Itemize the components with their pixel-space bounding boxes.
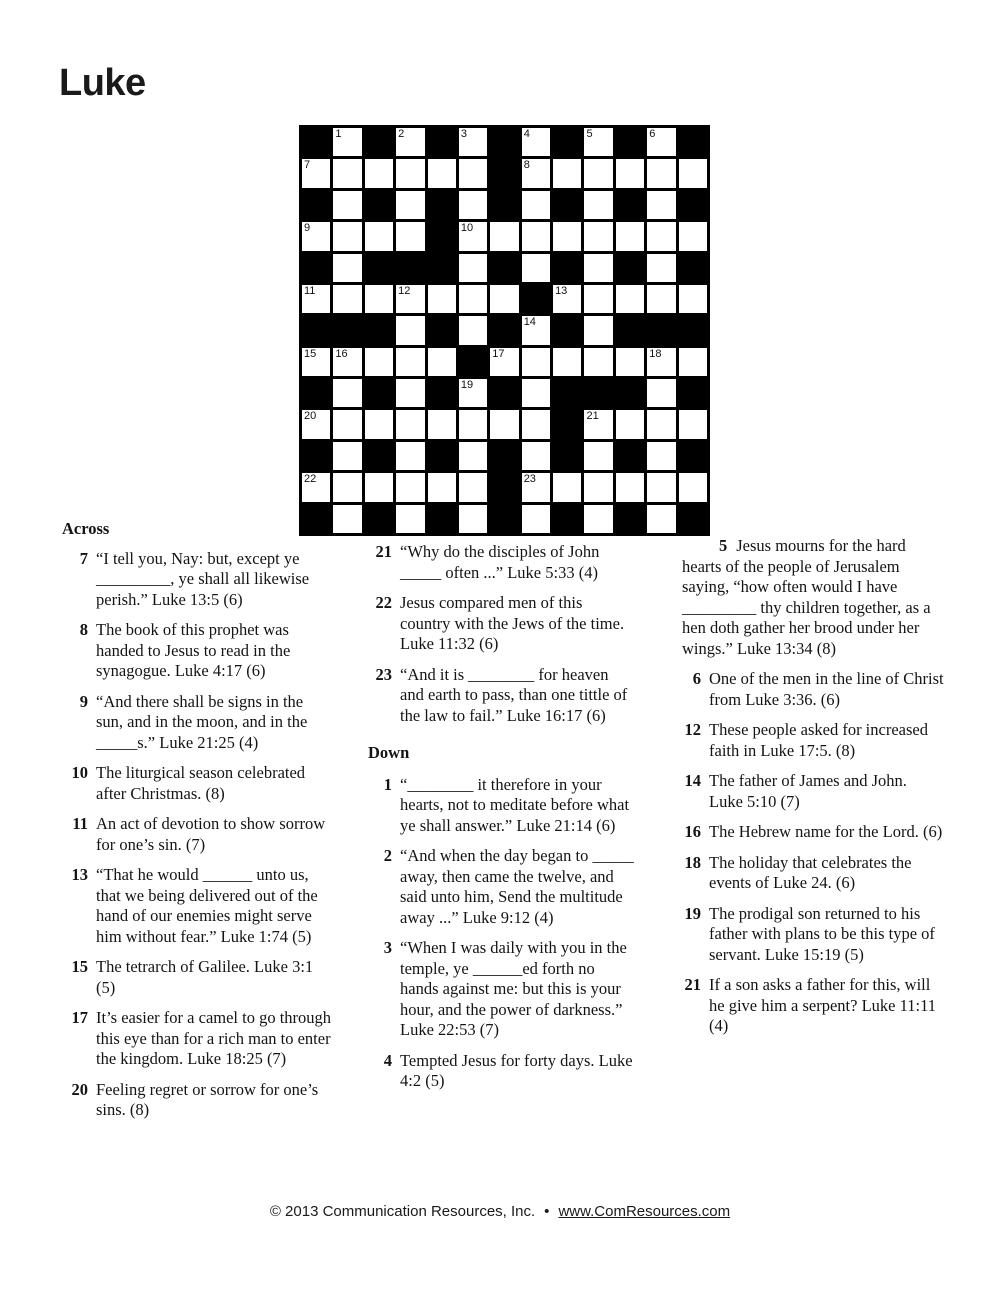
clue-item [62,549,334,611]
clue-number: 20 [71,1079,88,1099]
grid-cell-white[interactable] [365,410,393,438]
grid-cell-white[interactable] [459,128,487,156]
footer [0,1202,1000,1221]
grid-cell-black [302,442,330,470]
grid-cell-white[interactable] [679,159,707,187]
grid-cell-white[interactable] [522,410,550,438]
clue-text: “I tell you, Nay: but, except ye _________, ye shall all likewise perish.” Luke 13:5 (6) [96,548,310,609]
clue-text: “When I was daily with you in the temple, ye ______ed forth no hands against me: but this is your hour, and the power of darkness.” Luke 22:53 (7) [400,938,627,1039]
grid-cell-white[interactable] [428,410,456,438]
grid-cell-white[interactable] [396,473,424,501]
grid-cell-black [584,379,612,407]
grid-cell-black [553,128,581,156]
clue-text: The prodigal son returned to his father with plans to be this type of servant. Luke 15:19 (5) [709,903,935,964]
clue-number: 2 [383,846,392,865]
across-clues-part2 [368,542,636,726]
grid-cell-number: 17 [492,347,505,360]
grid-cell-black [553,505,581,533]
grid-cell-white[interactable] [333,442,361,470]
grid-cell-white[interactable] [584,505,612,533]
clue-number: 11 [72,814,88,833]
clue-item [682,853,944,894]
grid-cell-black [679,128,707,156]
grid-cell-number: 9 [304,222,311,235]
grid-cell-white[interactable] [616,348,644,376]
clue-item [682,771,944,812]
clue-number: 19 [684,903,701,923]
clue-number: 21 [684,975,701,994]
clue-number: 5 [719,536,728,555]
clue-item [682,669,944,710]
grid-cell-black [490,505,518,533]
clue-number: 21 [375,542,392,561]
grid-cell-white[interactable] [522,442,550,470]
grid-cell-black [616,316,644,344]
clue-item [682,904,944,966]
grid-cell-black [365,128,393,156]
grid-cell-white[interactable] [584,348,612,376]
clue-item [62,1008,334,1070]
grid-cell-white[interactable] [459,222,487,250]
grid-cell-white[interactable] [396,505,424,533]
grid-cell-black [616,442,644,470]
grid-cell-black [428,442,456,470]
grid-cell-black [679,505,707,533]
grid-cell-white[interactable] [365,473,393,501]
grid-cell-white[interactable] [584,410,612,438]
grid-cell-black [428,128,456,156]
grid-cell-white[interactable] [333,379,361,407]
clue-item [62,957,334,998]
grid-cell-white[interactable] [522,254,550,282]
grid-cell-white[interactable] [584,222,612,250]
clue-text: The holiday that celebrates the events of Luke 24. (6) [709,852,912,892]
clue-number: 4 [383,1050,392,1070]
grid-cell-white[interactable] [522,128,550,156]
clue-item [368,593,636,655]
grid-cell-black [302,316,330,344]
grid-cell-white[interactable] [459,442,487,470]
grid-cell-white[interactable] [679,285,707,313]
grid-cell-black [553,191,581,219]
grid-cell-black [428,222,456,250]
grid-cell-white[interactable] [365,348,393,376]
clue-item [368,542,636,583]
grid-cell-black [302,254,330,282]
grid-cell-black [522,285,550,313]
grid-cell-white[interactable] [553,222,581,250]
grid-cell-white[interactable] [647,505,675,533]
clue-column-left [62,519,334,1131]
clue-text: Jesus mourns for the hard hearts of the people of Jerusalem saying, “how often would I have _________ thy children together, as a hen doth gather her brood under her wings.” Luke 13:34 (8) [682,536,931,658]
grid-cell-black [365,254,393,282]
grid-cell-white[interactable] [365,159,393,187]
grid-cell-black [302,379,330,407]
grid-cell-black [365,316,393,344]
grid-cell-white[interactable] [522,191,550,219]
footer-copyright: © 2013 Communication Resources, Inc. [269,1203,536,1220]
clue-item [682,822,944,843]
grid-cell-white[interactable] [490,222,518,250]
clue-text: “And when the day began to _____ away, then came the twelve, and said unto him, Send the multitude away ...” Luke 9:12 (4) [400,846,634,927]
grid-cell-white[interactable] [584,254,612,282]
grid-cell-black [459,348,487,376]
grid-cell-white[interactable] [302,410,330,438]
grid-cell-black [679,379,707,407]
grid-cell-number: 11 [304,284,316,297]
clue-number: 10 [71,763,88,782]
grid-cell-black [679,442,707,470]
grid-cell-black [428,254,456,282]
grid-cell-black [333,316,361,344]
clue-text: Feeling regret or sorrow for one’s sins. (8) [96,1079,319,1119]
grid-cell-number: 3 [460,128,468,140]
clue-number: 22 [375,593,392,612]
grid-cell-white[interactable] [616,159,644,187]
grid-cell-white[interactable] [302,159,330,187]
clue-number: 3 [383,938,392,957]
clue-text: “And there shall be signs in the sun, and in the moon, and in the _____s.” Luke 21:25 (4) [96,691,308,752]
grid-cell-white[interactable] [584,316,612,344]
clue-item [682,720,944,761]
grid-cell-black [553,316,581,344]
grid-cell-white[interactable] [302,222,330,250]
grid-cell-white[interactable] [553,348,581,376]
across-heading: Across [62,519,110,538]
grid-cell-white[interactable] [647,128,675,156]
grid-cell-black [679,191,707,219]
clue-item [62,1080,334,1121]
grid-cell-white[interactable] [459,316,487,344]
grid-cell-white[interactable] [396,191,424,219]
grid-cell-white[interactable] [616,473,644,501]
grid-cell-white[interactable] [522,379,550,407]
grid-cell-white[interactable] [647,379,675,407]
grid-cell-white[interactable] [647,473,675,501]
grid-cell-white[interactable] [333,348,361,376]
grid-cell-black [553,410,581,438]
clue-text: The Hebrew name for the Lord. (6) [709,822,943,841]
grid-cell-number: 12 [398,284,411,297]
grid-cell-number: 8 [523,159,530,172]
grid-cell-white[interactable] [459,159,487,187]
down-heading: Down [368,743,410,762]
grid-cell-white[interactable] [459,410,487,438]
grid-cell-white[interactable] [459,473,487,501]
grid-cell-white[interactable] [428,473,456,501]
grid-cell-white[interactable] [679,473,707,501]
grid-cell-black [428,191,456,219]
grid-cell-black [428,316,456,344]
clue-item [62,865,334,947]
grid-cell-white[interactable] [522,505,550,533]
grid-cell-black [302,128,330,156]
grid-cell-white[interactable] [396,379,424,407]
grid-cell-white[interactable] [553,473,581,501]
clue-number: 16 [684,822,701,841]
footer-url-link[interactable]: www.ComResources.com [558,1203,731,1220]
grid-cell-white[interactable] [396,348,424,376]
grid-cell-white[interactable] [616,222,644,250]
grid-cell-white[interactable] [679,222,707,250]
grid-cell-white[interactable] [396,285,424,313]
clue-number: 6 [692,669,701,688]
grid-cell-white[interactable] [333,222,361,250]
grid-cell-black [679,254,707,282]
clue-number: 14 [684,771,701,790]
grid-cell-black [365,505,393,533]
grid-cell-black [396,254,424,282]
grid-cell-white[interactable] [647,442,675,470]
grid-cell-white[interactable] [522,316,550,344]
clue-number: 12 [684,720,701,739]
grid-cell-white[interactable] [584,473,612,501]
clue-text: “And it is ________ for heaven and earth to pass, than one tittle of the law to fail.” Luke 16:17 (6) [400,664,628,725]
grid-cell-black [365,379,393,407]
grid-cell-white[interactable] [553,159,581,187]
grid-cell-white[interactable] [365,222,393,250]
clue-item [682,975,944,1037]
grid-cell-white[interactable] [428,348,456,376]
clue-item [682,536,944,659]
clue-number: 1 [383,774,392,794]
clue-column-right [682,536,944,1047]
clue-text: The father of James and John. Luke 5:10 (7) [709,771,907,811]
grid-cell-black [647,316,675,344]
clue-item [62,814,334,855]
grid-cell-white[interactable] [333,505,361,533]
grid-cell-black [490,128,518,156]
grid-cell-white[interactable] [333,159,361,187]
grid-cell-white[interactable] [647,348,675,376]
grid-cell-white[interactable] [616,285,644,313]
grid-cell-white[interactable] [396,442,424,470]
grid-cell-white[interactable] [302,348,330,376]
grid-cell-white[interactable] [647,191,675,219]
clue-item [368,846,636,928]
grid-cell-number: 2 [398,128,405,140]
grid-cell-black [553,442,581,470]
grid-cell-white[interactable] [584,191,612,219]
grid-cell-number: 20 [304,410,317,423]
grid-cell-black [616,254,644,282]
grid-cell-black [616,191,644,219]
grid-cell-number: 13 [555,284,568,297]
clue-number: 8 [79,620,88,639]
grid-cell-white[interactable] [302,285,330,313]
clue-text: “That he would ______ unto us, that we being delivered out of the hand of our enemies might serve him without fear.” Luke 1:74 (5) [96,865,318,946]
clue-item [62,620,334,682]
grid-cell-black [490,254,518,282]
grid-cell-number: 18 [649,347,662,360]
grid-cell-number: 23 [523,473,536,486]
clue-item [368,775,636,837]
grid-cell-black [616,128,644,156]
grid-cell-white[interactable] [459,254,487,282]
clue-text: It’s easier for a camel to go through this eye than for a rich man to enter the kingdom. Luke 18:25 (7) [96,1008,332,1068]
grid-cell-white[interactable] [647,410,675,438]
grid-cell-black [490,191,518,219]
grid-cell-white[interactable] [616,410,644,438]
grid-cell-number: 14 [523,316,536,329]
grid-cell-white[interactable] [333,410,361,438]
grid-cell-number: 7 [304,159,311,172]
clue-number: 7 [79,548,88,568]
grid-cell-white[interactable] [522,222,550,250]
grid-cell-white[interactable] [333,473,361,501]
grid-cell-number: 1 [335,128,342,140]
grid-cell-white[interactable] [490,348,518,376]
grid-cell-black [553,254,581,282]
grid-cell-number: 5 [586,128,593,140]
clue-text: Jesus compared men of this country with the Jews of the time. Luke 11:32 (6) [400,593,625,653]
grid-cell-white[interactable] [584,159,612,187]
grid-cell-black [490,473,518,501]
clue-number: 13 [71,865,88,884]
crossword-grid [299,125,710,536]
grid-cell-white[interactable] [584,442,612,470]
grid-cell-white[interactable] [333,254,361,282]
grid-cell-white[interactable] [459,191,487,219]
grid-cell-white[interactable] [302,473,330,501]
grid-cell-white[interactable] [396,222,424,250]
grid-cell-white[interactable] [553,285,581,313]
grid-cell-white[interactable] [396,128,424,156]
grid-cell-white[interactable] [396,410,424,438]
grid-cell-number: 21 [586,410,599,423]
clue-number: 17 [71,1008,88,1027]
clue-text: An act of devotion to show sorrow for one’s sin. (7) [96,814,326,854]
grid-cell-white[interactable] [522,348,550,376]
grid-cell-white[interactable] [428,159,456,187]
clue-column-middle [368,542,636,1102]
down-clues-part2 [682,536,944,1037]
grid-cell-black [365,442,393,470]
grid-cell-black [428,505,456,533]
clue-text: The liturgical season celebrated after Christmas. (8) [96,763,306,803]
grid-cell-white[interactable] [490,410,518,438]
grid-cell-white[interactable] [522,159,550,187]
grid-cell-number: 15 [304,347,317,360]
grid-cell-white[interactable] [333,128,361,156]
grid-cell-number: 6 [649,128,656,140]
grid-cell-black [616,505,644,533]
grid-cell-black [428,379,456,407]
clue-item [368,938,636,1041]
page-title: Luke [59,62,146,104]
grid-cell-black [679,316,707,344]
grid-cell-white[interactable] [584,285,612,313]
clue-text: One of the men in the line of Christ from Luke 3:36. (6) [709,669,944,709]
grid-cell-number: 10 [460,222,474,235]
grid-cell-white[interactable] [396,159,424,187]
grid-cell-white[interactable] [647,254,675,282]
grid-cell-white[interactable] [679,348,707,376]
clue-text: The book of this prophet was handed to Jesus to read in the synagogue. Luke 4:17 (6) [96,620,291,680]
grid-cell-black [553,379,581,407]
grid-cell-white[interactable] [679,410,707,438]
grid-cell-white[interactable] [333,191,361,219]
clue-number: 15 [71,957,88,976]
grid-cell-black [490,316,518,344]
grid-cell-number: 22 [304,473,317,486]
grid-cell-white[interactable] [522,473,550,501]
grid-cell-white[interactable] [647,159,675,187]
grid-cell-black [616,379,644,407]
grid-cell-white[interactable] [428,285,456,313]
down-clues-part1 [368,775,636,1092]
grid-cell-number: 16 [335,347,348,360]
clue-item [368,1051,636,1092]
across-clues-part1 [62,549,334,1121]
grid-cell-white[interactable] [365,285,393,313]
grid-cell-white[interactable] [396,316,424,344]
grid-cell-white[interactable] [459,285,487,313]
grid-cell-white[interactable] [647,222,675,250]
clue-number: 23 [375,664,392,684]
grid-cell-white[interactable] [647,285,675,313]
grid-cell-white[interactable] [459,505,487,533]
clue-text: If a son asks a father for this, will he give him a serpent? Luke 11:11 (4) [709,975,936,1035]
grid-cell-black [490,379,518,407]
footer-bullet: • [544,1203,550,1220]
grid-cell-black [365,191,393,219]
grid-cell-number: 4 [523,128,530,140]
grid-cell-white[interactable] [333,285,361,313]
grid-cell-number: 19 [460,379,474,392]
grid-cell-white[interactable] [584,128,612,156]
clue-text: “________ it therefore in your hearts, not to meditate before what ye shall answer.” Luke 21:14 (6) [400,774,630,835]
clue-item [62,692,334,754]
grid-cell-black [490,442,518,470]
grid-cell-white[interactable] [490,285,518,313]
clue-text: The tetrarch of Galilee. Luke 3:1 (5) [96,957,314,997]
grid-cell-white[interactable] [459,379,487,407]
clue-number: 9 [79,691,88,711]
clue-text: These people asked for increased faith in Luke 17:5. (8) [709,720,928,760]
clue-item [368,665,636,727]
grid-cell-black [302,191,330,219]
clue-text: “Why do the disciples of John _____ often ...” Luke 5:33 (4) [400,542,600,582]
clue-item [62,763,334,804]
clue-text: Tempted Jesus for forty days. Luke 4:2 (5) [400,1050,633,1090]
clue-number: 18 [684,852,701,872]
grid-cell-black [490,159,518,187]
